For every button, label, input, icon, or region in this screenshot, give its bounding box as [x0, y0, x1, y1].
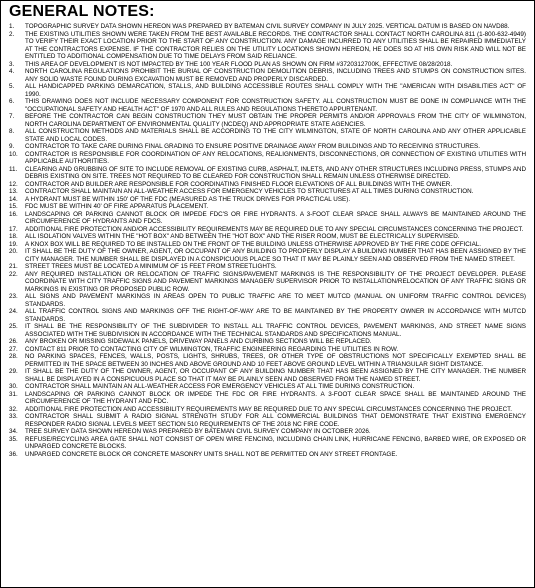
note-text: ALL HANDICAPPED PARKING DEMARCATION, STALLS, AND BUILDING ACCESSIBLE ROUTES SHALL COMPLY WITH THE "AMERICAN WITH DISABILITIES ACT" OF 1990.	[25, 83, 526, 98]
list-item	[7, 308, 528, 323]
note-number: 8.	[9, 128, 15, 135]
note-number: 21.	[9, 263, 18, 270]
note-number: 1.	[9, 23, 15, 30]
note-text: THIS DRAWING DOES NOT INCLUDE NECESSARY COMPONENT FOR CONSTRUCTION SAFETY. ALL CONSTRUCTION MUST BE DONE IN COMPLIANCE WITH THE "OCCUPATIONAL SAFETY AND HEALTH ACT" OF 1970 AND ALL RULES AND REGULATIONS THERETO APPURTENANT.	[25, 98, 526, 113]
note-number: 30.	[9, 383, 18, 390]
note-number: 9.	[9, 143, 15, 150]
list-item	[7, 271, 528, 294]
note-text: STREET TREES MUST BE LOCATED A MINIMUM OF 15 FEET FROM STREETLIGHTS.	[25, 263, 277, 270]
note-number: 2.	[9, 30, 15, 38]
list-item	[7, 323, 528, 338]
note-number: 34.	[9, 428, 18, 435]
list-item	[7, 203, 528, 211]
note-number: 6.	[9, 98, 15, 105]
note-text: IT SHALL BE THE DUTY OF THE OWNER, AGENT, OR OCCUPANT OF ANY BUILDING NUMBER THAT HAS BEEN ASSIGNED BY THE CITY MANAGER. THE NUMBER SHALL BE DISPLAYED IN A CONSPICUOUS PLACE SO THAT IT MAY BE PLAINLY SEEN AND OBSERVED FROM THE NAMED STREET.	[25, 368, 526, 383]
list-item	[7, 151, 528, 166]
note-number: 11.	[9, 165, 18, 173]
note-text: THIS AREA OF DEVELOPMENT IS NOT IMPACTED BY THE 100 YEAR FLOOD PLAN AS SHOWN ON FIRM #3720312700K, EFFECTIVE 08/28/2018.	[25, 60, 453, 68]
note-text: THE EXISTING UTILITIES SHOWN WERE TAKEN FROM THE BEST AVAILABLE RECORDS. THE CONTRACTOR SHALL CONTACT NORTH CAROLINA 811 (1-800-632-4949) TO VERIFY THEIR EXACT LOCATION PRIOR TO THE START OF ANY CONSTRUCTION. ANY DAMAGE INCURRED TO ANY UTILITIES SHALL BE REPAIRED IMMEDIATELY AT THE CONTRACTORS EXPENSE. IF THE CONTRACTOR RELIES ON THE UTILITY LOCATIONS SHOWN HEREON, HE DOES SO AT HIS OWN RISK AND WILL NOT BE ENTITLED TO ADDITIONAL COMPENSATION DUE TO TIME DELAYS FROM SAID RELIANCE.	[25, 30, 526, 60]
note-text: LANDSCAPING OR PARKING CANNOT BLOCK OR IMPEDE THE FDC OR FIRE HYDRANTS. A 3-FOOT CLEAR SPACE SHALL BE MAINTAINED AROUND THE CIRCUMFERENCE OF THE HYDRANT AND FDC.	[25, 390, 526, 405]
note-text: CONTRACTOR SHALL MAINTAIN AN ALL-WEATHER ACCESS FOR EMERGENCY VEHICLES TO STRUCTURES AT ALL TIMES DURING CONSTRUCTION.	[25, 188, 474, 195]
note-number: 10.	[9, 150, 18, 158]
note-text: ALL ISOLATION VALVES WITHIN THE "HOT BOX" AND BETWEEN THE "HOT BOX" AND THE RISER ROOM, MUST BE ELECTRICALLY SUPERVISED.	[25, 233, 460, 240]
list-item	[7, 338, 528, 346]
note-number: 5.	[9, 83, 15, 90]
note-text: CLEARING AND GRUBBING OF SITE TO INCLUDE REMOVAL OF EXISTING CURB, ASPHALT, INLETS, AND ANY OTHER STRUCTURES INCLUDING PRESS, STUMPS AND DEBRIS EXISTING ON SITE. TREES NOT REQUIRED TO BE CLEARED FOR CONSTRUCTION SHALL REMAIN UNLESS OTHERWISE DIRECTED.	[25, 165, 526, 180]
note-number: 12.	[9, 180, 18, 188]
list-item	[7, 233, 528, 241]
note-number: 23.	[9, 293, 18, 300]
list-item	[7, 436, 528, 451]
note-number: 19.	[9, 240, 18, 248]
note-number: 20.	[9, 248, 18, 255]
note-text: CONTRACTOR SHALL MAINTAIN AN ALL-WEATHER ACCESS FOR EMERGENCY VEHICLES AT ALL TIME DURING CONSTRUCTION.	[25, 383, 415, 390]
list-item	[7, 83, 528, 98]
note-number: 35.	[9, 435, 18, 443]
note-text: A KNOX BOX WILL BE REQUIRED TO BE INSTALLED ON THE FRONT OF THE BUILDING UNLESS OTHERWISE APPROVED BY THE FIRE CODE OFFICIAL.	[25, 240, 482, 248]
note-number: 27.	[9, 345, 18, 353]
list-item	[7, 241, 528, 249]
note-number: 7.	[9, 113, 15, 120]
note-number: 36.	[9, 450, 18, 458]
note-text: TOPOGRAPHIC SURVEY DATA SHOWN HEREON WAS PREPARED BY BATEMAN CIVIL SURVEY COMPANY IN JULY 2025. VERTICAL DATUM IS BASED ON NAVD88.	[25, 23, 510, 30]
list-item	[7, 188, 528, 196]
note-number: 33.	[9, 413, 18, 420]
note-text: FDC MUST BE WITHIN 40' OF FIRE APPARATUS PLACEMENT.	[25, 203, 209, 210]
note-text: BEFORE THE CONTRACTOR CAN BEGIN CONSTRUCTION THEY MUST OBTAIN THE PROPER PERMITS AND/OR APPROVALS FROM THE CITY OF WILMINGTON, NORTH CAROLINA DEPARTMENT OF ENVIRONMENTAL QUALITY (NCDEQ) AND APPROPRIATE STATE AGENCIES.	[25, 113, 526, 128]
list-item	[7, 113, 528, 128]
list-item	[7, 383, 528, 391]
note-text: CONTRACTOR TO TAKE CARE DURING FINAL GRADING TO ENSURE POSITIVE DRAINAGE AWAY FROM BUILDINGS AND TO RECEIVING STRUCTURES.	[25, 143, 480, 150]
note-text: ADDITIONAL FIRE PROTECTION AND ACCESSIBILITY REQUIREMENTS MAY BE REQUIRED DUE TO ANY SPECIAL CIRCUMSTANCES CONCERNING THE PROJECT.	[25, 405, 513, 413]
list-item	[7, 428, 528, 436]
list-item	[7, 68, 528, 83]
list-item	[7, 226, 528, 234]
note-text: ADDITIONAL FIRE PROTECTION AND/OR ACCESSIBILITY REQUIREMENTS MAY BE REQUIRED DUE TO ANY SPECIAL CIRCUMSTANCES CONCERNING THE PROJECT.	[25, 225, 524, 233]
list-item	[7, 263, 528, 271]
note-text: LANDSCAPING OR PARKING CANNOT BLOCK OR IMPEDE FDC'S OR FIRE HYDRANTS. A 3-FOOT CLEAR SPACE SHALL ALWAYS BE MAINTAINED AROUND THE CIRCUMFERENCE OF HYDRANTS AND FDCS.	[25, 210, 526, 225]
note-number: 13.	[9, 188, 18, 195]
list-item	[7, 391, 528, 406]
note-text: ANY REQUIRED INSTALLATION OR RELOCATION OF TRAFFIC SIGNS/PAVEMENT MARKINGS IS THE RESPONSIBILITY OF THE PROJECT DEVELOPER. PLEASE COORDINATE WITH CITY TRAFFIC SIGNS AND PAVEMENT MARKINGS MANAGER/ SUPERVISOR PRIOR TO INSTALLATION/RELOCATION OF ANY TRAFFIC SIGNS OR MARKINGS IN EXISTING OR PROPOSED PUBLIC ROW.	[25, 270, 526, 293]
list-item	[7, 451, 528, 459]
list-item	[7, 61, 528, 69]
list-item	[7, 368, 528, 383]
note-text: NO PARKING SPACES, FENCES, WALLS, POSTS, LIGHTS, SHRUBS, TREES, OR OTHER TYPE OF OBSTRUCTIONS NOT SPECIFICALLY EXEMPTED SHALL BE PERMITTED IN THE SPACE BETWEEN 30 INCHES AND ABOVE GROUND AND 10 FEET ABOVE GROUND LEVEL WITHIN A TRIANGULAR SIGHT DISTANCE.	[25, 353, 526, 368]
note-number: 15.	[9, 203, 18, 210]
note-number: 25.	[9, 323, 18, 330]
note-number: 22.	[9, 270, 18, 278]
note-text: IT SHALL BE THE DUTY OF THE OWNER, AGENT, OR OCCUPANT OF ANY BUILDING TO PROPERLY DISPLAY A BUILDING NUMBER THAT HAS BEEN ASSIGNED BY THE CITY MANAGER. THE NUMBER SHALL BE DISPLAYED IN A CONSPICUOUS PLACE SO THAT IT MAY BE PLAINLY SEEN AND OBSERVED FROM THE NAMED STREET.	[25, 248, 526, 263]
list-item	[7, 353, 528, 368]
note-number: 18.	[9, 233, 18, 240]
note-text: UNPARGED CONCRETE BLOCK OR CONCRETE MASONRY UNITS SHALL NOT BE PERMITTED ON ANY STREET FRONTAGE.	[25, 450, 398, 458]
list-item	[7, 98, 528, 113]
note-text: NORTH CAROLINA REGULATIONS PROHIBIT THE BURIAL OF CONSTRUCTION DEMOLITION DEBRIS, INCLUDING TREES AND STUMPS ON CONSTRUCTION SITES. ANY SOLID WASTE FOUND DURING EXCAVATION MUST BE REMOVED AND PROPERLY DISCARDED.	[25, 68, 526, 83]
list-item	[7, 248, 528, 263]
note-text: REFUSE/RECYCLING AREA GATE SHALL NOT CONSIST OF OPEN WIRE FENCING, INCLUDING CHAIN LINK, HURRICANE FENCING, BARBED WIRE, OR EXPOSED OR UNPARGED CONCRETE BLOCKS.	[25, 435, 526, 450]
list-item	[7, 23, 528, 31]
note-number: 29.	[9, 368, 18, 375]
note-text: ALL TRAFFIC CONTROL SIGNS AND MARKINGS OFF THE RIGHT-OF-WAY ARE TO BE MAINTAINED BY THE PROPERTY OWNER IN ACCORDANCE WITH MUTCD STANDARDS.	[25, 308, 526, 323]
note-text: CONTACT 811 PRIOR TO CONTACTING CITY OF WILMINGTON, TRAFFIC ENGINEERING REGARDING THE UTILITIES IN ROW.	[25, 345, 399, 353]
note-number: 31.	[9, 390, 18, 398]
list-item	[7, 31, 528, 61]
list-item	[7, 181, 528, 189]
note-number: 4.	[9, 68, 15, 75]
list-item	[7, 413, 528, 428]
note-text: TREE SURVEY DATA SHOWN HEREON WAS PREPARED BY BATEMAN CIVIL SURVEY COMPANY IN OCTOBER 2026.	[25, 428, 371, 435]
note-text: ALL CONSTRUCTION METHODS AND MATERIALS SHALL BE ACCORDING TO THE CITY WILMINGTON, STATE OF NORTH CAROLINA AND ANY OTHER APPLICABLE STATE AND LOCAL CODES.	[25, 128, 526, 143]
list-item	[7, 211, 528, 226]
note-text: ALL SIGNS AND PAVEMENT MARKINGS IN AREAS OPEN TO PUBLIC TRAFFIC ARE TO MEET MUTCD (MANUAL ON UNIFORM TRAFFIC CONTROL DEVICES) STANDARDS.	[25, 293, 526, 308]
list-item	[7, 128, 528, 143]
note-text: CONTRACTOR SHALL SUBMIT A RADIO SIGNAL STRENGTH STUDY FOR ALL COMMERCIAL BUILDINGS THAT DEMONSTRATE THAT EXISTING EMERGENCY RESPONDER RADIO SIGNAL LEVELS MEET SECTION 510 REQUIREMENTS OF THE 2018 NC FIRE CODE.	[25, 413, 526, 428]
note-number: 26.	[9, 338, 18, 345]
list-item	[7, 196, 528, 204]
note-text: ANY BROKEN OR MISSING SIDEWALK PANELS, DRIVEWAY PANELS AND CURBING SECTIONS WILL BE REPLACED.	[25, 338, 372, 345]
list-item	[7, 166, 528, 181]
notes-list	[7, 23, 528, 458]
list-item	[7, 293, 528, 308]
note-number: 14.	[9, 195, 18, 203]
note-text: IT SHALL BE THE RESPONSIBILITY OF THE SUBDIVIDER TO INSTALL ALL TRAFFIC CONTROL DEVICES, PAVEMENT MARKINGS, AND STREET NAME SIGNS ASSOCIATED WITH THE SUBDIVISION IN ACCORDANCE WITH THE TECHNICAL STANDARDS AND SPECIFICATIONS MANUAL.	[25, 323, 526, 338]
note-number: 16.	[9, 210, 18, 218]
page-title: GENERAL NOTES:	[9, 3, 155, 20]
list-item	[7, 346, 528, 354]
note-number: 28.	[9, 353, 18, 360]
list-item	[7, 143, 528, 151]
note-text: CONTRACTOR AND BUILDER ARE RESPONSIBLE FOR COORDINATING FINISHED FLOOR ELEVATIONS OF ALL BUILDINGS WITH THE OWNER.	[25, 180, 453, 188]
note-text: A HYDRANT MUST BE WITHIN 150' OF THE FDC (MEASURED AS THE TRUCK DRIVES FOR PRACTICAL USE).	[25, 195, 351, 203]
note-number: 32.	[9, 405, 18, 413]
note-number: 24.	[9, 308, 18, 315]
note-number: 3.	[9, 60, 15, 68]
list-item	[7, 406, 528, 414]
note-number: 17.	[9, 225, 18, 233]
note-text: CONTRACTOR IS RESPONSIBLE FOR COORDINATION OF ANY RELOCATIONS, REALIGNMENTS, DISCONNECTIONS, OR CONNECTION OF EXISTING UTILITIES WITH APPLICABLE AUTHORITIES.	[25, 150, 526, 165]
